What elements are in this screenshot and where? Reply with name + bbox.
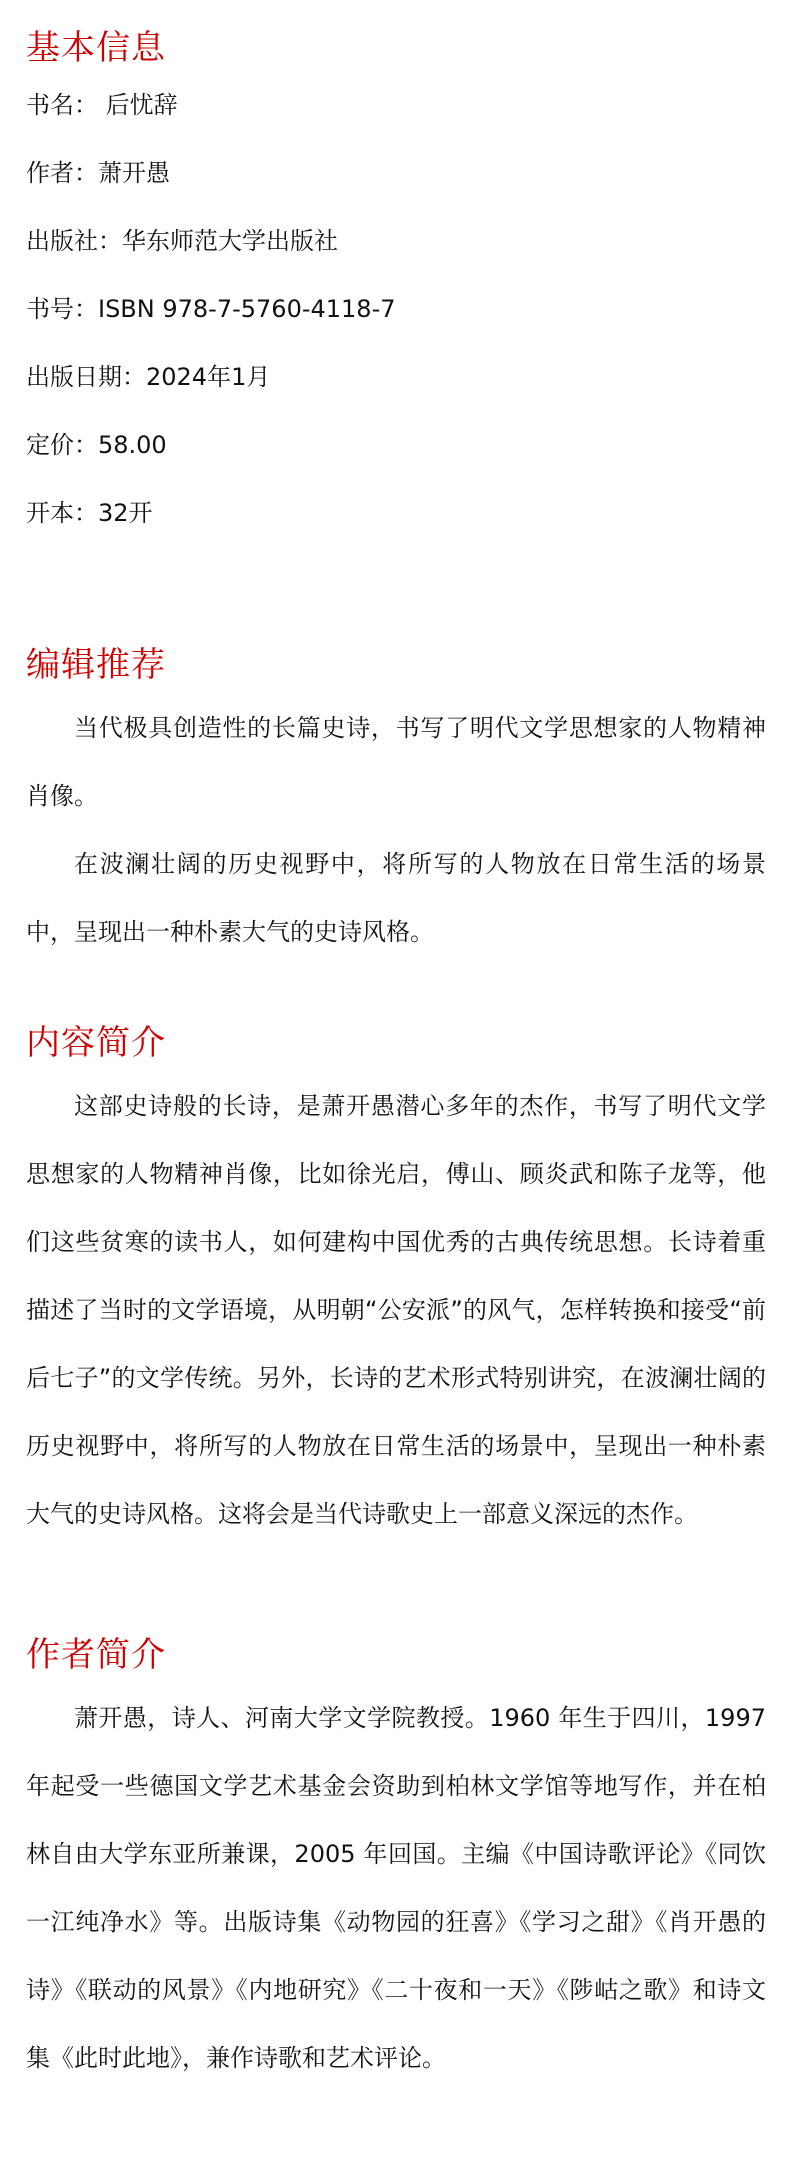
info-title: 书名： 后忧辞 [26,90,178,119]
author-paragraph: 萧开愚，诗人、河南大学文学院教授。1960 年生于四川，1997 年起受一些德国文学艺术基金会资助到柏林文学馆等地写作，并在柏林自由大学东亚所兼课，2005 年回国。主编《中国诗歌评论》《同饮一江纯净水》等。出版诗集《动物园的狂喜》《学习之甜》《肖开愚的诗》《联动的风景》《内地研究》《二十夜和一天》《陟岵之歌》和诗文集《此时此地》，兼作诗歌和艺术评论。 [26,1703,766,2072]
author-intro-section [26,1635,766,2092]
info-price: 定价：58.00 [26,430,167,459]
editor-recommendation-section [26,645,766,966]
editor-recommendation-heading: 编辑推荐 [26,645,166,685]
info-pub-date: 出版日期：2024年1月 [26,362,271,391]
editor-paragraph: 当代极具创造性的长篇史诗，书写了明代文学思想家的人物精神肖像。 [26,713,766,810]
content-summary-heading: 内容简介 [26,1023,166,1063]
author-intro-heading: 作者简介 [26,1635,166,1675]
basic-info-heading: 基本信息 [26,28,166,68]
info-format: 开本：32开 [26,498,153,527]
info-publisher: 出版社：华东师范大学出版社 [26,226,338,255]
info-author: 作者：萧开愚 [26,158,170,187]
basic-info-section [26,28,766,547]
editor-paragraph: 在波澜壮阔的历史视野中，将所写的人物放在日常生活的场景中，呈现出一种朴素大气的史诗风格。 [26,849,766,946]
content-paragraph: 这部史诗般的长诗，是萧开愚潜心多年的杰作，书写了明代文学思想家的人物精神肖像，比如徐光启，傅山、顾炎武和陈子龙等，他们这些贫寒的读书人，如何建构中国优秀的古典传统思想。长诗着重描述了当时的文学语境，从明朝“公安派”的风气，怎样转换和接受“前后七子”的文学传统。另外，长诗的艺术形式特别讲究，在波澜壮阔的历史视野中，将所写的人物放在日常生活的场景中，呈现出一种朴素大气的史诗风格。这将会是当代诗歌史上一部意义深远的杰作。 [26,1091,766,1528]
info-isbn: 书号：ISBN 978-7-5760-4118-7 [26,294,396,323]
content-summary-section [26,1023,766,1548]
